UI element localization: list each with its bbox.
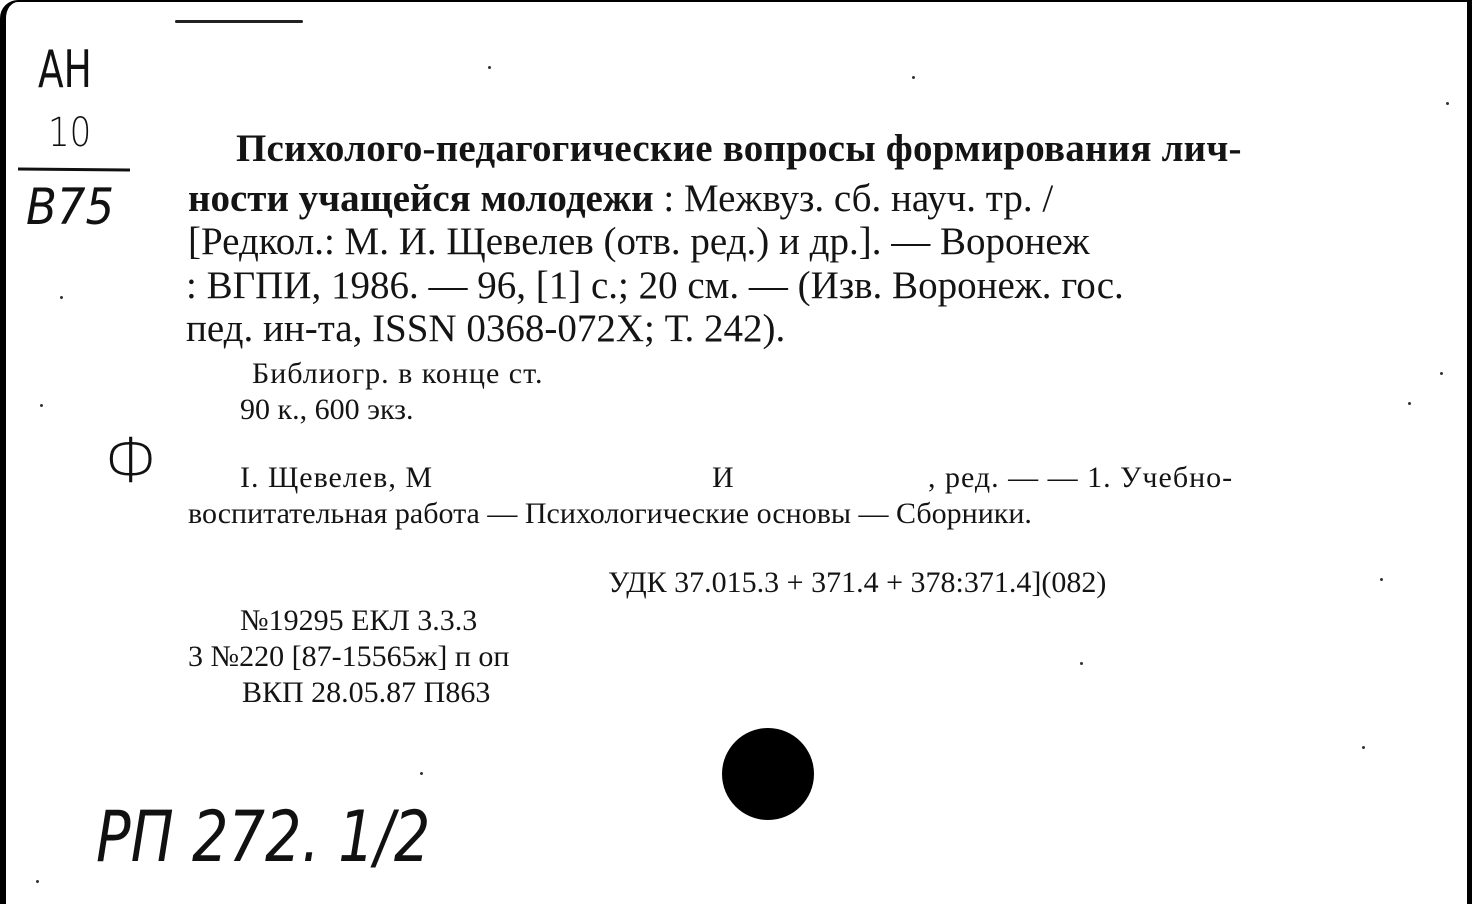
call-number-line2: 10 (48, 110, 92, 156)
title-line-3: [Редкол.: М. И. Щевелев (отв. ред.) и др.]. — Воронеж (188, 220, 1090, 263)
tracing-line-2: воспитательная работа — Психологические основы — Сборники. (188, 497, 1032, 530)
tracing-line-1b: И (712, 461, 734, 494)
title-line-5: пед. ин-та, ISSN 0368-072X; Т. 242). (186, 307, 786, 350)
annotation-mark: Ф (104, 424, 158, 497)
punch-hole (722, 728, 814, 820)
scan-speck (60, 296, 63, 299)
scan-speck (1080, 662, 1083, 665)
tracing-line-1a: I. Щевелев, М (240, 461, 433, 494)
scan-speck (40, 404, 43, 407)
title-line-4: : ВГПИ, 1986. — 96, [1] с.; 20 см. — (Изв. Воронеж. гос. (186, 264, 1124, 307)
udc-classification: УДК 37.015.3 + 371.4 + 378:371.4](082) (608, 566, 1107, 599)
scan-speck (1408, 402, 1411, 405)
title-line-1: Психолого-педагогические вопросы формирования лич- (236, 127, 1242, 170)
scan-speck (1362, 746, 1365, 749)
call-number-line1: АН (38, 40, 92, 100)
title-line-2 (188, 176, 1053, 221)
price-copies-note: 90 к., 600 экз. (240, 393, 414, 426)
scan-speck (1440, 372, 1443, 375)
scan-speck (420, 772, 423, 775)
registration-line-2: 3 №220 [87-15565ж] п оп (188, 640, 510, 673)
tracing-line-1c: , ред. — — 1. Учебно- (928, 461, 1234, 494)
registration-line-3: ВКП 28.05.87 П863 (242, 676, 491, 709)
shelf-mark: РП 272. 1/2 (96, 796, 431, 878)
call-number-line3: В75 (26, 178, 115, 236)
title-line-2-rest: : Межвуз. сб. науч. тр. / (653, 177, 1054, 220)
scan-speck (912, 76, 915, 79)
call-number-divider (18, 168, 130, 172)
scan-speck (36, 880, 39, 883)
scan-speck (1380, 578, 1383, 581)
registration-line-1: №19295 ЕКЛ 3.3.3 (240, 604, 478, 637)
bibliography-note: Библиогр. в конце ст. (252, 357, 544, 390)
scan-speck (1446, 102, 1449, 105)
scan-speck (488, 66, 491, 69)
top-stroke (175, 20, 303, 23)
title-line-2-bold: ности учащейся молодежи (188, 177, 654, 220)
